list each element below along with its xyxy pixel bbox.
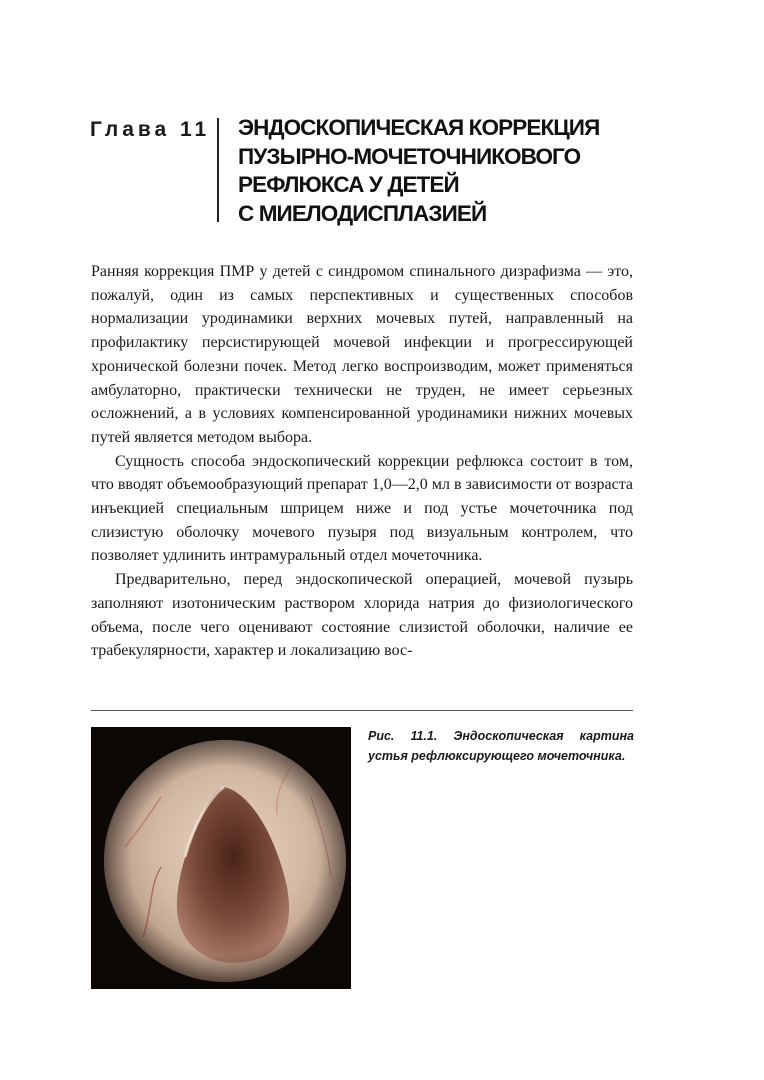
chapter-title-line: С МИЕЛОДИСПЛАЗИЕЙ	[238, 200, 487, 226]
paragraph: Предварительно, перед эндоскопической операцией, мочевой пузырь заполняют изотоническим раствором хлорида натрия до физиологического объема, после чего оценивают состояние слизистой оболочки, наличие ее трабекулярности, характер и локализацию вос-	[91, 571, 633, 660]
chapter-title-line: ЭНДОСКОПИЧЕСКАЯ КОРРЕКЦИЯ	[238, 115, 600, 140]
chapter-title-line: ПУЗЫРНО-МОЧЕТОЧНИКОВОГО	[238, 143, 581, 169]
figure-divider	[91, 710, 633, 711]
figure-caption: Рис. 11.1. Эндоскопическая картина устья рефлюксирующего мочеточника.	[368, 729, 634, 763]
chapter-title-line: РЕФЛЮКСА У ДЕТЕЙ	[238, 172, 459, 197]
chapter-title	[238, 114, 678, 228]
endoscopic-image	[91, 727, 351, 989]
chapter-label: Глава 11	[90, 118, 211, 141]
paragraph: Ранняя коррекция ПМР у детей с синдромом спинального дизрафизма — это, пожалуй, один из самых перспективных и существенных способов нормализации уродинамики верхних мочевых путей, направленный на профилактику персистирующей мочевой инфекции и прогрессирующей хронической болезни почек. Метод легко воспроизводим, может применяться амбулаторно, практически технически не труден, не имеет серьезных осложнений, а в условиях компенсированной уродинамики нижних мочевых путей является методом выбора.	[91, 263, 633, 446]
body-text	[91, 260, 633, 663]
chapter-divider	[217, 118, 219, 222]
paragraph: Сущность способа эндоскопический коррекции рефлюкса состоит в том, что вводят объемообразующий препарат 1,0—2,0 мл в зависимости от возраста инъекцией специальным шприцем ниже и под устье мочеточника под слизистую оболочку мочевого пузыря под визуальным контролем, что позволяет удлинить интрамуральный отдел мочеточника.	[91, 452, 633, 565]
